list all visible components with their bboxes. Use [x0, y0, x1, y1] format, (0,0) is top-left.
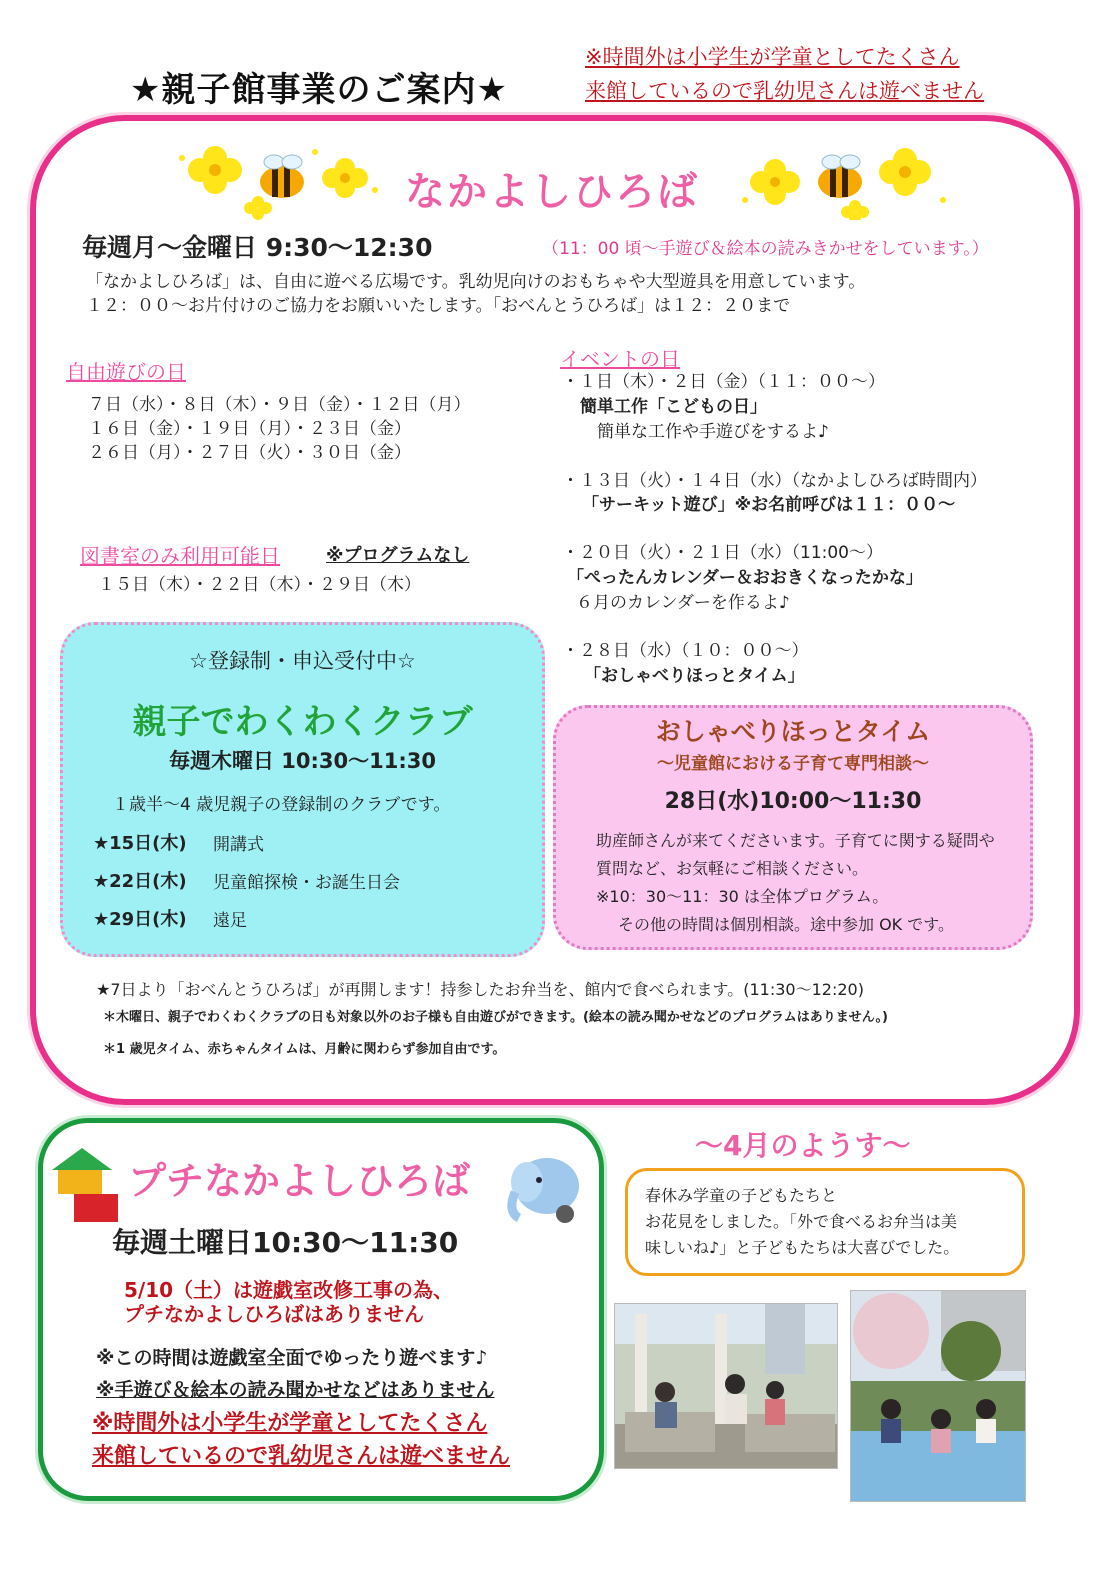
free-play-heading: 自由遊びの日 [66, 360, 186, 384]
event2-date: ・１３日（火）・１４日（水）（なかよしひろば時間内） [562, 471, 987, 491]
oshaberi-desc-line1: 助産師さんが来てくださいます。子育てに関する疑問や [596, 831, 995, 850]
april-heading: ～4月のようす～ [695, 1129, 911, 1162]
flower-bee-decoration-right [735, 140, 950, 220]
petit-note3: ※時間外は小学生が学童としてたくさん [92, 1411, 488, 1436]
club-heading: 親子でわくわくクラブ [132, 702, 473, 742]
nakayoshi-desc-line2: １２：００～お片付けのご協力をお願いいたします。「おべんとうひろば」は１２：２０まで [86, 296, 791, 316]
page-title: ★親子館事業のご案内★ [130, 70, 508, 110]
event1-date: ・１日（木）・２日（金）（１１：００～） [562, 372, 885, 392]
oshaberi-desc-line4: その他の時間は個別相談。途中参加 OK です。 [618, 915, 954, 934]
bee-icon [260, 155, 304, 198]
events-heading: イベントの日 [560, 347, 680, 371]
flower-bee-decoration-left [170, 140, 380, 220]
petit-note2: ※手遊び＆絵本の読み聞かせなどはありません [96, 1379, 495, 1401]
club-row3-date: ★29日(木) [93, 909, 187, 930]
free-play-dates-line1: ７日（水）・８日（木）・９日（金）・１２日（月） [88, 395, 471, 415]
event4-title: 「おしゃべりほっとタイム」 [584, 666, 805, 686]
event3-date: ・２０日（火）・２１日（水）（11:00～） [562, 543, 883, 563]
event2-title: 「サーキット遊び」※お名前呼びは１１：００～ [582, 495, 956, 515]
flower-icon [188, 146, 242, 194]
april-text-line1: 春休み学童の子どもたちと [645, 1186, 838, 1205]
club-row2-date: ★22日(木) [93, 871, 187, 892]
flower-icon [750, 159, 800, 205]
petit-cancel-line1: 5/10（土）は遊戯室改修工事の為、 [124, 1278, 454, 1302]
free-play-dates-line2: １６日（金）・１９日（月）・２３日（金） [88, 419, 411, 439]
april-text-line2: お花見をしました。「外で食べるお弁当は美 [645, 1212, 958, 1231]
elephant-icon [505, 1152, 585, 1224]
nakayoshi-desc-line1: 「なかよしひろば」は、自由に遊べる広場です。乳幼児向けのおもちゃや大型遊具を用意しています。 [86, 272, 866, 292]
nakayoshi-schedule-note: （11：00 頃～手遊び＆絵本の読みきかせをしています。） [542, 239, 989, 259]
bee-icon [818, 155, 862, 198]
event4-date: ・２８日（水）（１０：００～） [562, 641, 809, 661]
club-row1-text: 開講式 [213, 835, 264, 855]
photo-picnic-on-tarp [850, 1290, 1026, 1502]
flower-icon [841, 200, 869, 220]
nakayoshi-heading: なかよしひろば [405, 169, 699, 215]
oshaberi-desc-line2: 質問など、お気軽にご相談ください。 [596, 859, 869, 878]
event1-desc: 簡単な工作や手遊びをするよ♪ [597, 422, 829, 442]
april-text-line3: 味しいね♪」と子どもたちは大喜びでした。 [645, 1238, 960, 1257]
library-heading: 図書室のみ利用可能日 [80, 544, 280, 568]
event3-title: 「ぺったんカレンダー＆おおきくなったかな」 [567, 568, 923, 588]
oshaberi-date: 28日(水)10:00～11:30 [664, 789, 922, 814]
petit-cancel-line2: プチなかよしひろばはありません [124, 1302, 424, 1326]
note-age-time: ＊1 歳児タイム、赤ちゃんタイムは、月齢に関わらず参加自由です。 [103, 1042, 506, 1057]
club-row2-text: 児童館探検・お誕生日会 [213, 873, 400, 893]
petit-note4: 来館しているので乳幼児さんは遊べません [92, 1444, 511, 1469]
flower-icon [322, 158, 368, 198]
petit-heading: プチなかよしひろば [128, 1159, 471, 1203]
oshaberi-subheading: ～児童館における子育て専門相談～ [657, 754, 929, 774]
club-desc: １歳半～4 歳児親子の登録制のクラブです。 [112, 795, 451, 815]
nakayoshi-schedule: 毎週月～金曜日 9:30～12:30 [82, 233, 433, 262]
flower-icon [244, 196, 272, 220]
photo-lunch-under-pergola [614, 1303, 838, 1469]
flower-icon [879, 148, 931, 196]
club-row3-text: 遠足 [213, 911, 247, 931]
library-dates: １５日（木）・２２日（木）・２９日（木） [98, 575, 421, 595]
club-schedule: 毎週木曜日 10:30～11:30 [168, 749, 436, 773]
event3-desc: ６月のカレンダーを作るよ♪ [576, 593, 790, 613]
petit-schedule: 毎週土曜日10:30～11:30 [112, 1226, 459, 1259]
oshaberi-desc-line3: ※10：30～11：30 は全体プログラム。 [596, 887, 889, 906]
note-bento: ★7日より「おべんとうひろば」が再開します！持参したお弁当を、館内で食べられます。(11:30～12:20) [96, 980, 864, 999]
oshaberi-heading: おしゃべりほっとタイム [655, 717, 931, 746]
library-note: ※プログラムなし [326, 545, 470, 566]
header-notice [585, 40, 984, 108]
note-thursday: ＊木曜日、親子でわくわくクラブの日も対象以外のお子様も自由遊びができます。(絵本の読み聞かせなどのプログラムはありません。) [103, 1010, 888, 1025]
club-tag: ☆登録制・申込受付中☆ [189, 649, 416, 673]
event1-title: 簡単工作「こどもの日」 [580, 397, 767, 417]
header-notice-line1: ※時間外は小学生が学童としてたくさん [585, 45, 960, 69]
blocks-icon [52, 1148, 120, 1226]
free-play-dates-line3: ２６日（月）・２７日（火）・３０日（金） [88, 443, 411, 463]
header-notice-line2: 来館しているので乳幼児さんは遊べません [585, 79, 984, 103]
club-row1-date: ★15日(木) [93, 833, 187, 854]
petit-note1: ※この時間は遊戯室全面でゆったり遊べます♪ [96, 1347, 488, 1369]
